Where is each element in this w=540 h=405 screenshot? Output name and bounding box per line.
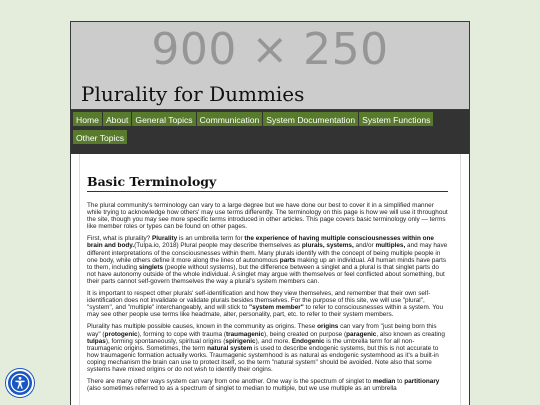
text-span: is an umbrella term for [177, 235, 245, 243]
term-natural-system: natural system [207, 344, 253, 352]
term-origins: origins [317, 323, 339, 331]
text-span: to refer to consciousnesses within a system. You may see other people use terms like headmate, alter, personality, part, etc. to refer to their system members. [87, 304, 444, 319]
term-median: median [372, 378, 396, 386]
text-span: Plurality has multiple possible causes, known in the community as origins. These [87, 323, 318, 331]
text-span: ), forming to cope with trauma ( [137, 330, 227, 338]
main-navigation [71, 110, 469, 146]
text-span: (Tulpa.io, 2018) Plural people may describe themselves as [134, 242, 302, 250]
text-span: ), and more. [255, 337, 292, 345]
nav-item-system-functions[interactable]: System Functions [359, 112, 433, 126]
term-parts: parts [279, 256, 296, 264]
text-span: is used to describe endogenic systems, but this is not accurate to how traumagenic formation actually works. Traumagenic systemhood is as natural as endogenic systemhood as it's a built-in coping mechanism the brain can use to protect itself, so the term "natural system" should be avoided. Note also that some systems have mixed origins or do not wish to identify their origins. [87, 344, 439, 373]
text-span: ), being created on purpose ( [264, 330, 347, 338]
text-span: to [395, 378, 405, 386]
term-multiples: multiples, [375, 242, 406, 250]
term-protogenic: protogenic [104, 330, 138, 338]
nav-item-home[interactable]: Home [73, 112, 102, 126]
header-placeholder-text: 900 × 250 [151, 24, 389, 75]
paragraph-respect [87, 290, 448, 318]
nav-item-general-topics[interactable]: General Topics [132, 112, 195, 126]
text-span: can vary from "just being born this way" ( [87, 323, 437, 338]
paragraph-plurality [87, 235, 448, 285]
text-span: is the umbrella term for all non-traumagenic origins. Sometimes, the term [87, 337, 415, 352]
accessibility-button[interactable] [6, 369, 34, 397]
text-span: (also sometimes referred to as a spectrum of singlet to median to multiple, but we use multiple as an umbrella [87, 385, 397, 393]
paragraph-intro: The plural community's terminology can vary to a large degree but we have done our best to cover it in a simplified manner while trying to acknowledge how others' may use terms differently. The terminology on this page is how we will use it throughout the site, though you may see more specific terms introduced in other articles. This page covers basic terminology only — terms like member roles or types can be found on other pages. [87, 202, 448, 231]
paragraph-origins [87, 323, 448, 373]
text-span: and/or [353, 242, 376, 250]
article-heading: Basic Terminology [87, 154, 448, 192]
term-tulpas: tulpas [87, 337, 106, 345]
text-span: and may have different interpretations of the consciousnesses within them. Many plurals identify with the concept of being multiple people in one body, while others define it more along the lines of autonomous [87, 242, 448, 264]
text-span: It is important to respect other plurals' self-identification and how they view themselves, and remember that their own self-identification does not invalidate or validate plurals besides themselves. For the purpose of this site, we will use "plural", "system", and "multiple" interchangeably, and will stick to [87, 290, 431, 312]
term-traumagenic: traumagenic [226, 330, 265, 338]
term-partitionary: partitionary [404, 378, 440, 386]
page-container [70, 21, 470, 405]
text-span: ), forming spontaneously, spiritual origins ( [105, 337, 226, 345]
accessibility-icon [10, 373, 30, 393]
nav-item-communication[interactable]: Communication [197, 112, 263, 126]
term-definition: the experience of having multiple consciousnesses within one brain and body. [87, 235, 434, 250]
nav-item-other-topics[interactable]: Other Topics [73, 130, 127, 144]
nav-bottom-bar [71, 146, 469, 154]
article-content [79, 154, 461, 405]
paragraph-spectrum [87, 378, 448, 392]
nav-item-system-documentation[interactable]: System Documentation [263, 112, 358, 126]
text-span: (people without systems), but the difference between a singlet and a plural is that singlet parts do not have autonomy outside of the whole individual. A singlet may argue with themselves or feel conflicted about something, but their parts cannot self-govern themselves the way a plural's system members can. [87, 263, 445, 285]
site-title[interactable]: Plurality for Dummies [81, 82, 305, 106]
text-span: making up an individual. All human minds have parts to them, including [87, 256, 447, 271]
text-span: First, what is plurality? [87, 235, 152, 243]
term-plurality: Plurality [152, 235, 178, 243]
nav-item-about[interactable]: About [103, 112, 131, 126]
header-banner [71, 22, 469, 110]
term-singlets: singlets [138, 263, 164, 271]
term-spirigenic: spirigenic [225, 337, 256, 345]
term-endogenic: Endogenic [291, 337, 325, 345]
term-system-member: "system member" [249, 304, 304, 312]
text-span: There are many other ways system can vary from one another. One way is the spectrum of singlet to [87, 378, 373, 386]
term-paragenic: paragenic [346, 330, 377, 338]
text-span: , also known as creating [376, 330, 445, 338]
term-plurals-systems: plurals, systems, [301, 242, 354, 250]
